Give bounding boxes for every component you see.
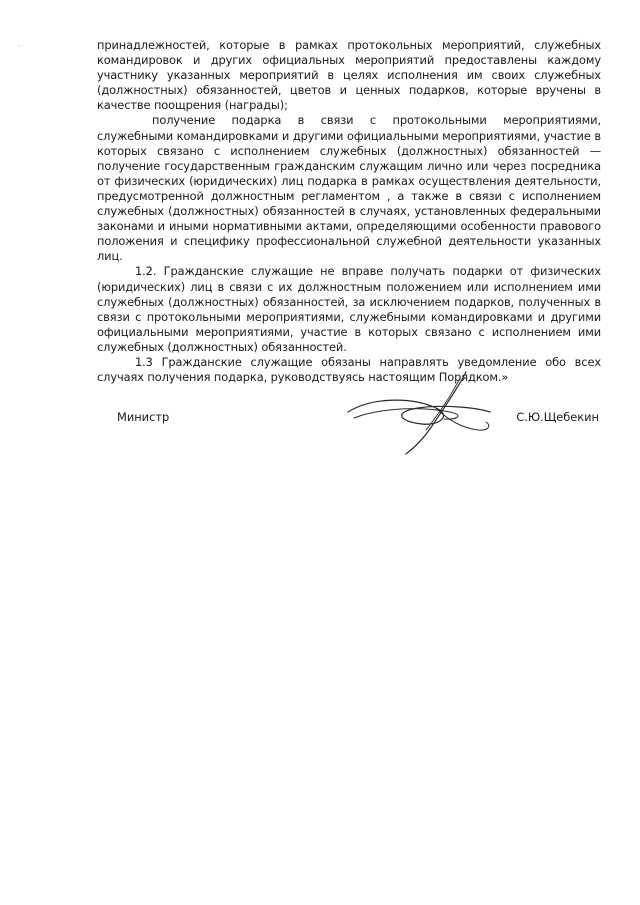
handwritten-signature xyxy=(340,368,500,458)
paragraph-gift-definition: получение подарка в связи с протокольными мероприятиями, служебными командировками и другими официальными мероприятиями, участие в которых связано с исполнением служебных (должностных) обязанностей — получение государственным гражданским служащим лично или через посредника от физических (юридических) лиц подарка в рамках осуществления деятельности, предусмотренной должностным регламентом , а также в связи с исполнением служебных (должностных) обязанностей в случаях, установленных федеральными законами и иными нормативными актами, определяющими особенности правового положения и специфику профессиональной служебной деятельности указанных лиц. xyxy=(97,113,601,264)
signatory-role: Министр xyxy=(117,410,170,424)
signatory-name: С.Ю.Щебекин xyxy=(516,410,599,424)
margin-mark: · xyxy=(18,42,21,51)
paragraph-continuation: принадлежностей, которые в рамках протокольных мероприятий, служебных командировок и других официальных мероприятий предоставлены каждому участнику указанных мероприятий в целях исполнения им своих служебных (должностных) обязанностей, цветов и ценных подарков, которые вручены в качестве поощрения (награды); xyxy=(97,38,601,113)
paragraph-1-3: 1.3 Гражданские служащие обязаны направлять уведомление обо всех случаях получения подарка, руководствуясь настоящим Порядком.» xyxy=(97,354,601,385)
paragraph-1-2: 1.2. Гражданские служащие не вправе получать подарки от физических (юридических) лиц в связи с их должностным положением или исполнением ими служебных (должностных) обязанностей, за исключением подарков, полученных в связи с протокольными мероприятиями, служебными командировками и другими официальными мероприятиями, участие в которых связано с исполнением ими служебных (должностных) обязанностей. xyxy=(97,264,601,354)
document-body xyxy=(97,38,601,385)
